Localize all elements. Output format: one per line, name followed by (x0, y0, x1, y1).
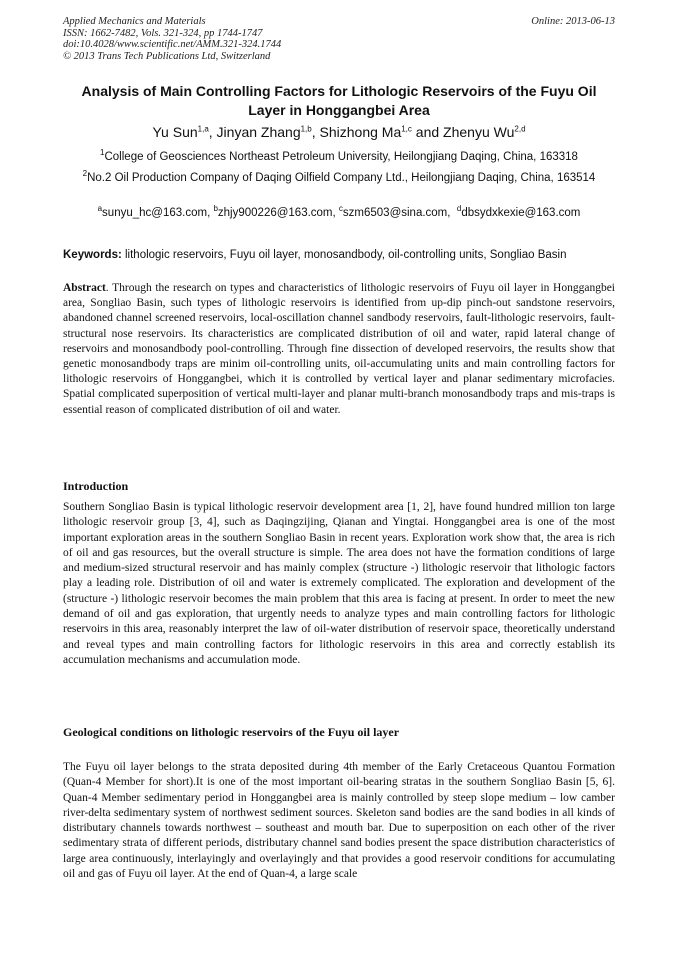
affiliation-text: No.2 Oil Production Company of Daqing Oilfield Company Ltd., Heilongjiang Daqing, China, 163514 (87, 172, 596, 184)
email-link[interactable]: dbsydxkexie@163.com (461, 207, 581, 219)
author-sup: 2,d (514, 124, 526, 134)
affiliation-2 (63, 170, 615, 186)
email-sup: d (456, 204, 462, 214)
author-sup: 1,c (401, 124, 412, 134)
affiliation-text: College of Geosciences Northeast Petroleum University, Heilongjiang Daqing, China, 163318 (104, 151, 578, 163)
email-sup: a (97, 204, 103, 214)
section-heading-geological-conditions: Geological conditions on lithologic reservoirs of the Fuyu oil layer (63, 725, 400, 739)
email-sup: c (338, 204, 343, 214)
keywords-label: Keywords: (63, 249, 122, 261)
affiliation-1 (63, 149, 615, 165)
paper-title: Analysis of Main Controlling Factors for Lithologic Reservoirs of the Fuyu Oil Layer in Honggangbei Area (81, 83, 597, 118)
email-link[interactable]: sunyu_hc@163.com (102, 207, 208, 219)
affiliation-sup: 1 (100, 148, 105, 158)
doi-line: doi:10.4028/www.scientific.net/AMM.321-324.1744 (63, 39, 282, 50)
author-separator: and (411, 124, 444, 140)
abstract (63, 281, 615, 418)
geological-conditions-paragraph: The Fuyu oil layer belongs to the strata deposited during 4th member of the Early Cretaceous Quantou Formation (Quan-4 Member for short).It is one of the most important oil-bearing stratas in the southern Songliao Basin [5, 6]. Quan-4 Member sedimentary period in Honggangbei area is mainly controlled by steep slope medium – low camber river-delta sedimentary system of northwest sediment sources. Skeleton sand bodies are the sand bodies in all kinds of distributary channels towards northwest – southeast and mouth bar. Due to superposition on each other of the river sedimentary strata of different periods, distributary channel sand bodies present the space distribution characteristics of large area continuously, interlayingly and overlayingly and that provides a good reservoir conditions for accumulating oil and gas of Fuyu oil layer. At the end of Quan-4, a large scale (63, 761, 615, 881)
keywords (63, 248, 615, 263)
author-name: Shizhong Ma (319, 124, 402, 140)
abstract-label: Abstract (63, 282, 106, 294)
introduction-paragraph: Southern Songliao Basin is typical lithologic reservoir development area [1, 2], have found hundred million ton large lithologic reservoir group [3, 4], such as Daqingzijing, Qianan and Yingtai. Honggangbei area is one of the most important exploration areas in the southern Songliao Basin in recent years. Exploration work show that, the area is rich of oil and gas resources, but the overall structure is simple. The area does not have the formation conditions of large and medium-sized structural reservoir and has mainly complex (structure -) lithologic reservoir that lithologic factors play a leading role. Distribution of oil and water is extremely complicated. The exploration and development of the (structure -) lithologic reservoir becomes the main problem that this area is facing at present. In order to meet the new demand of oil and gas exploration, that urgently needs to analyze types and main controlling factors for lithologic reservoirs in this area, reasonably interpret the law of oil-water distribution of reservoir space, theoretically understand and reveal types and main controlling factors for lithologic reservoirs in this area and correctly establish its accumulation mechanisms and accumulation mode. (63, 501, 615, 666)
issn-line: ISSN: 1662-7482, Vols. 321-324, pp 1744-1747 (63, 27, 263, 39)
author-name: Zhenyu Wu (443, 124, 515, 140)
journal-header (63, 16, 615, 62)
journal-name: Applied Mechanics and Materials (63, 16, 206, 27)
copyright-line: © 2013 Trans Tech Publications Ltd, Switzerland (63, 50, 271, 62)
email-link[interactable]: zhjy900226@163.com (217, 207, 333, 219)
email-link[interactable]: szm6503@sina.com (342, 207, 448, 219)
author-separator: , (208, 124, 217, 140)
author-separator: , (311, 124, 320, 140)
affiliation-sup: 2 (82, 169, 88, 179)
author-emails: $^a$sunyu_hc@163.com, $^b$zhjy900226@163.com, $^c$szm6503@sina.com, $^d$dbsydxkexie@163.com (97, 204, 581, 219)
author-name: Yu Sun (152, 124, 198, 140)
author-sup: 1,a (197, 124, 209, 134)
abstract-text: . Through the research on types and characteristics of lithologic reservoirs of Fuyu oil layer in Honggangbei area, Songliao Basin, such types of lithologic reservoirs is identified from up-dip pinch-out sandstone reservoirs, abandoned channel screened reservoirs, local-oscillation channel sandbody reservoirs, fault-lithologic reservoirs, fault-structural nose reservoirs. Its characteristics are complicated distribution of oil and water, rapid lateral change of reservoirs and monosandbody pool-controlling. Through fine dissection of developed reservoirs, the results show that genetic monosandbody traps are minim oil-controlling units, oil-accumulating units and main controlling factors for lithologic reservoirs of Honggangbei, which it is controlled by vertical layer and planar sedimentary microfacies. Spatial complicated superposition of vertical multi-layer and planar multi-branch monosandbody traps and mis-traps is essential reason of complicated distribution of oil and water. (63, 282, 615, 416)
online-date: Online: 2013-06-13 (531, 16, 615, 27)
email-sup: b (213, 204, 218, 214)
keywords-text: lithologic reservoirs, Fuyu oil layer, monosandbody, oil-controlling units, Songliao Basin (121, 249, 567, 261)
author-list (63, 123, 615, 141)
author-name: Jinyan Zhang (216, 124, 301, 140)
section-heading-introduction: Introduction (63, 479, 129, 493)
author-sup: 1,b (300, 124, 312, 134)
